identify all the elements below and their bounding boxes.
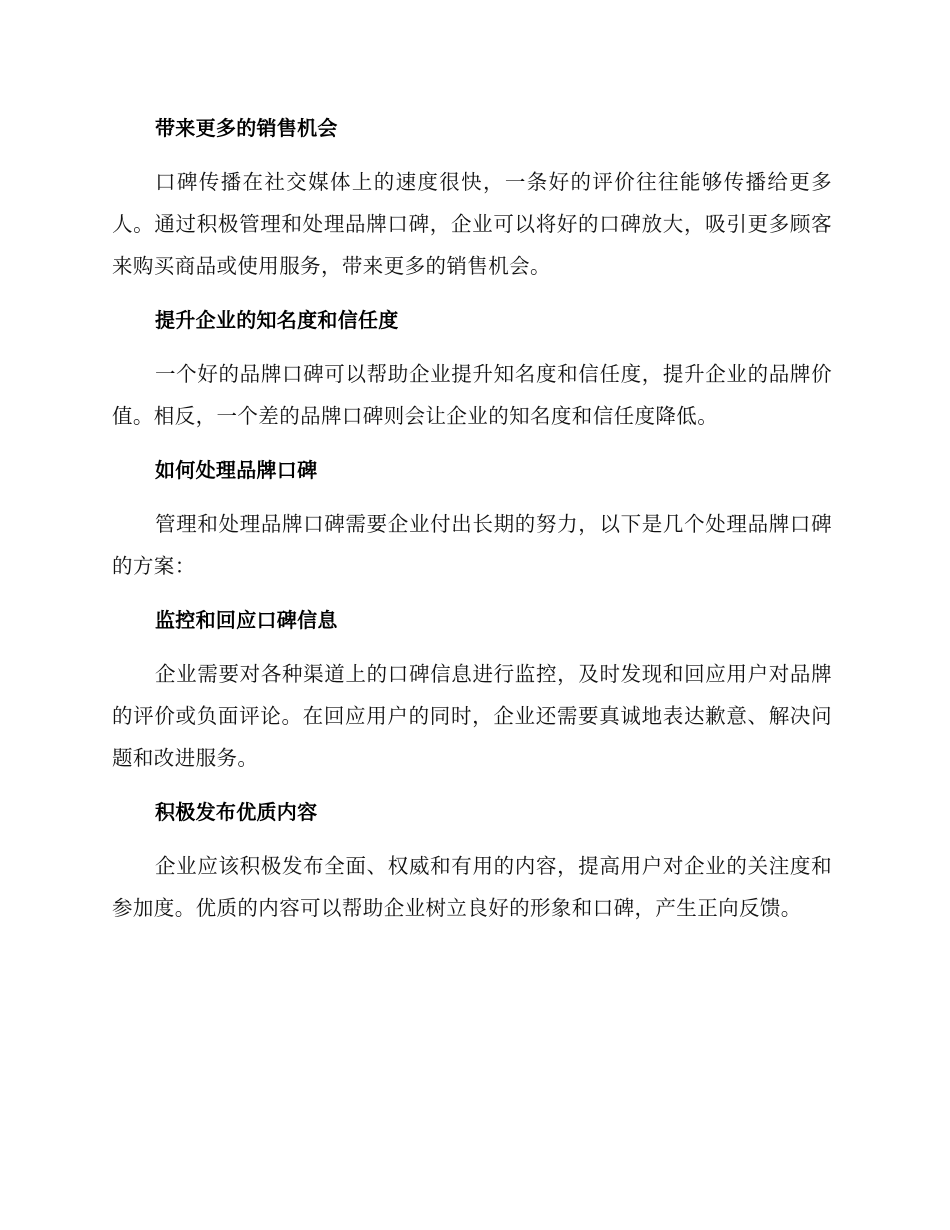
section-paragraph-awareness-trust: 一个好的品牌口碑可以帮助企业提升知名度和信任度，提升企业的品牌价值。相反，一个差的品牌口碑则会让企业的知名度和信任度降低。 [112,362,832,428]
section-heading-handling-reputation: 如何处理品牌口碑 [155,458,318,482]
section-heading-monitor-respond: 监控和回应口碑信息 [155,608,338,632]
section-paragraph-handling-reputation: 管理和处理品牌口碑需要企业付出长期的努力，以下是几个处理品牌口碑的方案： [112,512,832,578]
document-body [112,108,832,942]
section-heading-awareness-trust: 提升企业的知名度和信任度 [155,308,399,332]
section-heading-sales-opportunities: 带来更多的销售机会 [155,116,338,140]
section-paragraph-monitor-respond: 企业需要对各种渠道上的口碑信息进行监控，及时发现和回应用户对品牌的评价或负面评论。在回应用户的同时，企业还需要真诚地表达歉意、解决问题和改进服务。 [112,662,832,770]
section-paragraph-quality-content: 企业应该积极发布全面、权威和有用的内容，提高用户对企业的关注度和参加度。优质的内容可以帮助企业树立良好的形象和口碑，产生正向反馈。 [112,854,832,920]
section-heading-quality-content: 积极发布优质内容 [155,800,318,824]
section-paragraph-sales-opportunities: 口碑传播在社交媒体上的速度很快，一条好的评价往往能够传播给更多人。通过积极管理和处理品牌口碑，企业可以将好的口碑放大，吸引更多顾客来购买商品或使用服务，带来更多的销售机会。 [112,170,832,278]
